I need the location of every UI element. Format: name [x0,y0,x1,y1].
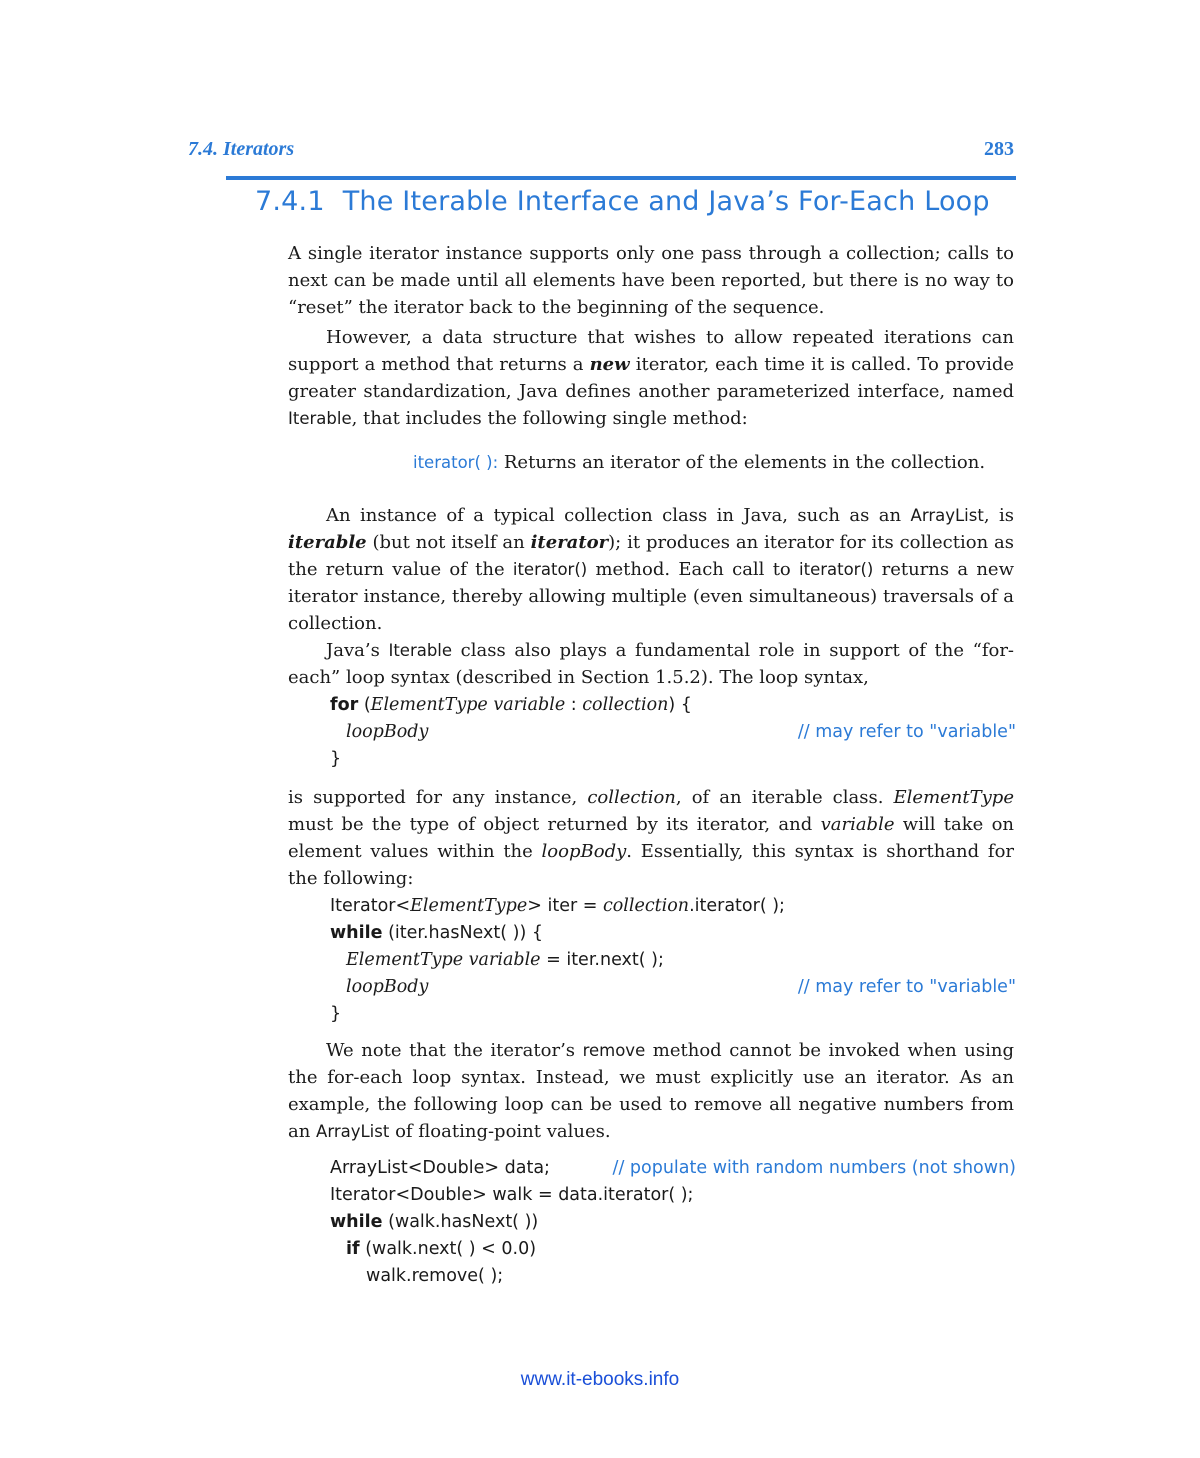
text: must be the type of object returned by its iterator, and [288,814,821,835]
code-italic: collection [582,695,669,715]
text: An instance of a typical collection class in Java, such as an [326,505,911,526]
text: class also plays a fundamental role in support of the “for-each” loop syntax (described in Section 1.5.2). The loop syntax, [288,640,1015,688]
emphasis: variable [820,814,895,835]
code-line [330,974,1016,1001]
emphasis: iterator [530,532,609,553]
code-text: ) { [668,695,692,715]
code-italic: ElementType variable [346,950,541,970]
code-line [330,719,1016,746]
section-number: 7.4.1 [255,186,325,217]
code-text: ArrayList<Double> data; [330,1158,550,1178]
emphasis: loopBody [541,841,627,862]
code-line [330,947,1016,974]
code-line [330,1263,1016,1290]
code-text: Iterator< [330,896,411,916]
code-comment: // populate with random numbers (not shown) [612,1158,1016,1178]
code-italic: loopBody [346,977,429,997]
body-block-4 [288,1037,1014,1145]
footer-link[interactable]: www.it-ebooks.info [520,1369,680,1390]
interface-name: Iterable [288,409,352,428]
code-block-foreach [330,692,1016,773]
method-name: remove [582,1041,646,1060]
section-title: The Iterable Interface and Java’s For-Each Loop [342,186,990,217]
code-italic: ElementType [410,896,528,916]
text: method cannot be invoked when using the for-each loop syntax. Instead, we must explicitly use an iterator. As an example, the following loop can be used to remove all negative numbers from an [288,1040,1014,1142]
code-text: (walk.hasNext( )) [382,1212,539,1232]
method-name: iterator() [512,560,588,579]
emphasis: iterable [288,532,367,553]
class-name: ArrayList [910,506,984,525]
code-line [330,1155,1016,1182]
code-text: Iterator<Double> walk = data.iterator( ); [330,1185,694,1205]
header-rule [226,176,1016,180]
text: iterator, each time it is called. To provide greater standardization, Java defines another parameterized interface, named [288,354,1015,402]
code-text: } [330,1004,342,1024]
text: , is [983,505,1014,526]
running-head-section: 7.4. Iterators [188,138,295,160]
emphasis: new [589,354,630,375]
class-name: ArrayList [316,1122,390,1141]
keyword: for [330,695,359,715]
code-text: } [330,749,342,769]
body-block-3 [288,784,1014,892]
code-line [330,1182,1016,1209]
code-line [330,1001,1016,1028]
section-heading [255,186,990,217]
text: will take on element values within the [288,814,1014,862]
text: method. Each call to [587,559,800,580]
emphasis: collection [587,787,676,808]
code-line [330,746,1016,773]
class-name: Iterable [388,641,453,660]
text: . Essentially, this syntax is shorthand for the following: [288,841,1015,889]
text: returns a new iterator instance, thereby allowing multiple (even simultaneous) traversals of a collection. [288,559,1014,634]
paragraph-4 [288,637,1014,691]
method-name: iterator() [799,560,874,579]
code-text: ( [358,695,371,715]
paragraph-1: A single iterator instance supports only one pass through a collection; calls to next can be made until all elements have been reported, but there is no way to “reset” the iterator back to the beginning of the sequence. [288,243,1014,318]
code-line [330,692,1016,719]
code-block-remove [330,1155,1016,1290]
code-comment: // may refer to "variable" [797,977,1016,997]
paragraph-6 [288,1037,1014,1145]
keyword: while [330,923,383,943]
method-description: Returns an iterator of the elements in the collection. [503,452,986,473]
text: We note that the iterator’s [326,1040,583,1061]
running-head [188,138,1014,166]
text: ); it produces an iterator for its collection as the return value of the [288,532,1015,580]
body-block-1 [288,240,1014,432]
text: (but not itself an [366,532,531,553]
method-definition [413,452,985,473]
paragraph-3 [288,502,1014,637]
method-name: iterator( ): [413,453,499,472]
code-text: = iter.next( ); [540,950,664,970]
code-text: > iter = [527,896,603,916]
code-line [330,1236,1016,1263]
emphasis: ElementType [893,787,1014,808]
text: However, a data structure that wishes to allow repeated iterations can support a method that returns a [288,327,1014,375]
code-comment: // may refer to "variable" [797,722,1016,742]
code-text: (walk.next( ) < 0.0) [359,1239,537,1259]
text: , of an iterable class. [675,787,894,808]
text: , that includes the following single method: [351,408,748,429]
code-text: (iter.hasNext( )) { [382,923,543,943]
keyword: while [330,1212,383,1232]
paragraph-5 [288,784,1014,892]
text: Java’s [326,640,389,661]
code-block-iterator [330,893,1016,1028]
body-block-2 [288,502,1014,691]
code-italic: collection [602,896,690,916]
code-line [330,1209,1016,1236]
code-line [330,920,1016,947]
page-number: 283 [984,138,1014,160]
text: of floating-point values. [389,1121,611,1142]
paragraph-2 [288,324,1014,432]
code-text: .iterator( ); [689,896,785,916]
code-text: : [565,695,583,715]
keyword: if [346,1239,360,1259]
code-line [330,893,1016,920]
text: is supported for any instance, [288,787,588,808]
code-text: walk.remove( ); [366,1266,504,1286]
code-italic: loopBody [346,722,429,742]
code-italic: ElementType variable [370,695,566,715]
